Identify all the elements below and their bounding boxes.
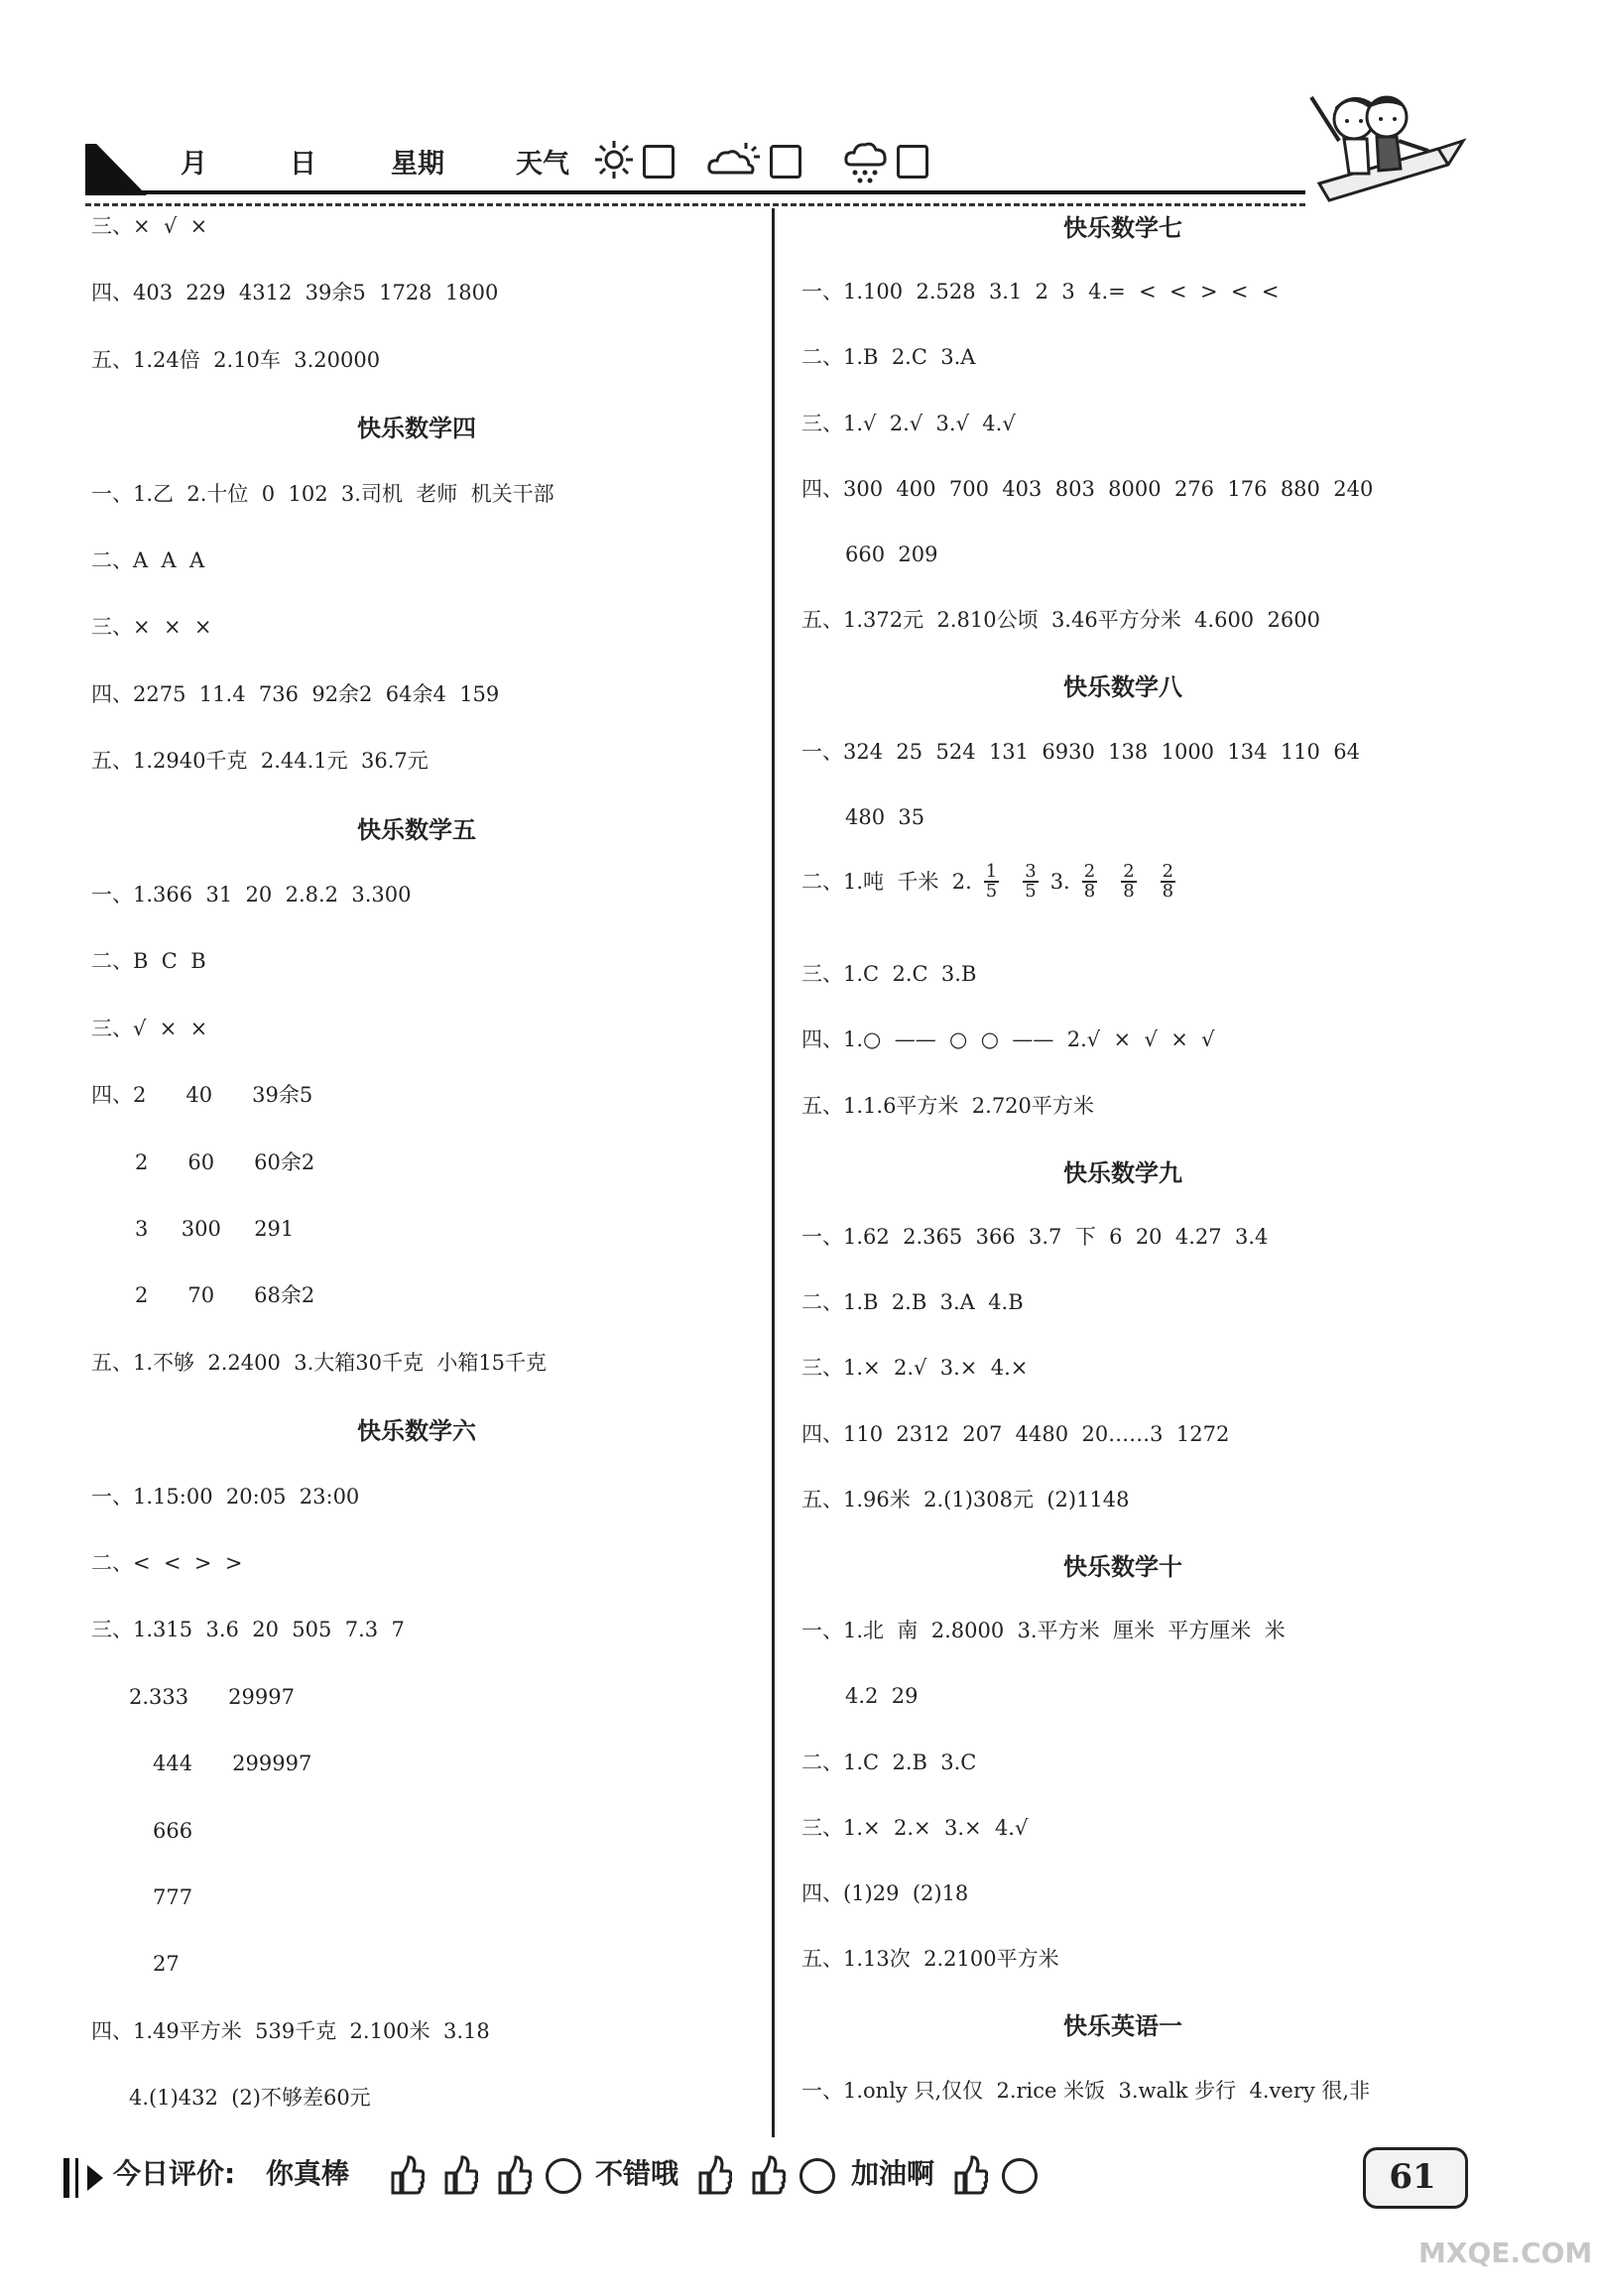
answer-line: 三、1.× 2.× 3.× 4.√ <box>801 1815 1029 1840</box>
answer-line: 四、2 40 39余5 <box>91 1083 313 1108</box>
answer-line: 四、2275 11.4 736 92余2 64余4 159 <box>91 681 500 706</box>
fraction <box>1121 863 1136 901</box>
watermark: MXQE.COM <box>1418 2236 1593 2269</box>
answer-line: 二、1.B 2.B 3.A 4.B <box>801 1290 1024 1315</box>
partly-cloudy-icon <box>706 139 766 181</box>
answer-line: 一、1.15:00 20:05 23:00 <box>91 1484 360 1509</box>
denominator: 8 <box>1123 881 1135 902</box>
answer-line: 一、1.only 只,仅仅 2.rice 米饭 3.walk 步行 4.very 很,非 <box>801 2078 1371 2103</box>
header-rule <box>85 190 1305 194</box>
thumbs-up-icon <box>952 2155 988 2195</box>
answer-line: 4.(1)432 (2)不够差60元 <box>129 2086 371 2111</box>
answer-line: 四、1.○ —— ○ ○ —— 2.√ × √ × √ <box>801 1027 1215 1052</box>
answer-line: 三、× × × <box>91 615 212 640</box>
thumbs-up-icon <box>496 2155 532 2195</box>
weekday-label: 星期 <box>391 149 444 180</box>
header-dashed-rule <box>85 203 1305 206</box>
answer-line: 五、1.372元 2.810公顷 3.46平方分米 4.600 2600 <box>801 608 1320 633</box>
answer-line: 五、1.不够 2.2400 3.大箱30千克 小箱15千克 <box>91 1350 548 1375</box>
header-corner-mark <box>85 144 147 195</box>
answer-line: 三、√ × × <box>91 1016 208 1040</box>
answer-line <box>801 863 1187 901</box>
month-label: 月 <box>181 149 207 180</box>
numerator: 1 <box>985 861 998 882</box>
answer-line: 五、1.2940千克 2.44.1元 36.7元 <box>91 749 429 774</box>
kids-riding-pencil-illustration <box>1290 79 1478 208</box>
weather-label: 天气 <box>516 149 569 180</box>
answer-line: 666 <box>153 1818 193 1843</box>
answer-line: 一、1.北 南 2.8000 3.平方米 厘米 平方厘米 米 <box>801 1619 1286 1643</box>
column-divider <box>772 208 775 2137</box>
answer-line: 三、1.C 2.C 3.B <box>801 962 977 987</box>
answer-line: 444 299997 <box>153 1752 312 1776</box>
thumbs-up-icon <box>389 2155 425 2195</box>
fraction <box>1161 863 1175 901</box>
rain-checkbox[interactable] <box>897 145 928 179</box>
answer-line: 4.2 29 <box>845 1684 919 1709</box>
answer-line: 四、(1)29 (2)18 <box>801 1881 969 1905</box>
denominator: 8 <box>1083 881 1096 902</box>
answer-line: 27 <box>153 1952 180 1977</box>
answer-line: 四、1.49平方米 539千克 2.100米 3.18 <box>91 2018 490 2043</box>
numerator: 2 <box>1162 861 1174 882</box>
answer-line: 2 70 68余2 <box>135 1283 315 1308</box>
answer-line: 四、110 2312 207 4480 20……3 1272 <box>801 1421 1230 1446</box>
sun-icon <box>593 139 635 181</box>
answer-line: 三、1.× 2.√ 3.× 4.× <box>801 1356 1029 1381</box>
section-title: 快乐数学十 <box>1063 1553 1182 1581</box>
page-number: 61 <box>1389 2157 1436 2197</box>
answer-line: 二、A A A <box>91 548 205 572</box>
section-title: 快乐数学四 <box>357 415 476 443</box>
denominator: 8 <box>1162 881 1174 902</box>
answer-line: 480 35 <box>845 804 925 829</box>
answer-line: 一、1.366 31 20 2.8.2 3.300 <box>91 883 412 906</box>
footer-bar-thin <box>75 2158 78 2198</box>
answer-line: 660 209 <box>845 543 938 566</box>
answer-line: 五、1.96米 2.(1)308元 (2)1148 <box>801 1487 1130 1511</box>
answer-line: 一、1.100 2.528 3.1 2 3 4.= < < > < < <box>801 280 1280 304</box>
answer-text: 二、1.吨 千米 2. <box>801 869 972 894</box>
numerator: 2 <box>1083 861 1096 882</box>
answer-line: 二、1.C 2.B 3.C <box>801 1750 977 1774</box>
thumbs-up-icon <box>442 2155 478 2195</box>
section-title: 快乐数学五 <box>357 815 476 844</box>
answer-line: 二、1.B 2.C 3.A <box>801 345 976 370</box>
great-label: 你真棒 <box>266 2157 350 2190</box>
fraction <box>1023 863 1038 901</box>
answer-line: 四、300 400 700 403 803 8000 276 176 880 240 <box>801 476 1374 501</box>
good-circle[interactable] <box>799 2158 835 2194</box>
numerator: 2 <box>1123 861 1135 882</box>
section-title: 快乐数学八 <box>1063 673 1182 702</box>
answer-line: 三、× √ × <box>91 214 208 238</box>
numerator: 3 <box>1025 861 1037 882</box>
eval-label: 今日评价: <box>113 2157 236 2190</box>
answer-line: 3 300 291 <box>135 1217 295 1241</box>
thumbs-up-icon <box>696 2155 732 2195</box>
answer-line: 五、1.1.6平方米 2.720平方米 <box>801 1093 1094 1118</box>
day-label: 日 <box>290 149 316 180</box>
answer-line: 2.333 29997 <box>129 1684 295 1709</box>
denominator: 5 <box>1025 881 1037 902</box>
answer-line: 一、1.乙 2.十位 0 102 3.司机 老师 机关干部 <box>91 481 554 506</box>
fraction <box>984 863 999 901</box>
good-label: 不错哦 <box>595 2157 679 2190</box>
cloudy-checkbox[interactable] <box>770 145 801 179</box>
answer-line: 五、1.13次 2.2100平方米 <box>801 1947 1059 1972</box>
answer-line: 一、324 25 524 131 6930 138 1000 134 110 64 <box>801 739 1360 764</box>
rain-icon <box>843 139 889 184</box>
answer-line: 四、403 229 4312 39余5 1728 1800 <box>91 281 499 305</box>
thumbs-up-icon <box>750 2155 786 2195</box>
great-circle[interactable] <box>546 2158 581 2194</box>
section-title: 快乐英语一 <box>1063 2012 1182 2041</box>
answer-line: 二、B C B <box>91 949 206 974</box>
answer-line: 二、< < > > <box>91 1551 243 1575</box>
footer-arrow-icon <box>87 2165 103 2191</box>
section-title: 快乐数学七 <box>1063 214 1182 242</box>
fraction <box>1082 863 1097 901</box>
section-title: 快乐数学九 <box>1063 1158 1182 1187</box>
answer-line: 三、1.315 3.6 20 505 7.3 7 <box>91 1618 405 1642</box>
cheer-label: 加油啊 <box>851 2157 935 2190</box>
sun-checkbox[interactable] <box>643 145 675 179</box>
answer-line: 五、1.24倍 2.10车 3.20000 <box>91 347 381 372</box>
section-title: 快乐数学六 <box>357 1417 476 1446</box>
answer-line: 2 60 60余2 <box>135 1149 315 1174</box>
denominator: 5 <box>985 881 998 902</box>
answer-line: 三、1.√ 2.√ 3.√ 4.√ <box>801 411 1016 435</box>
footer-bar-thick <box>63 2158 69 2198</box>
answer-line: 777 <box>153 1885 193 1909</box>
answer-text: 3. <box>1049 869 1070 894</box>
answer-line: 一、1.62 2.365 366 3.7 下 6 20 4.27 3.4 <box>801 1225 1269 1249</box>
cheer-circle[interactable] <box>1002 2158 1038 2194</box>
